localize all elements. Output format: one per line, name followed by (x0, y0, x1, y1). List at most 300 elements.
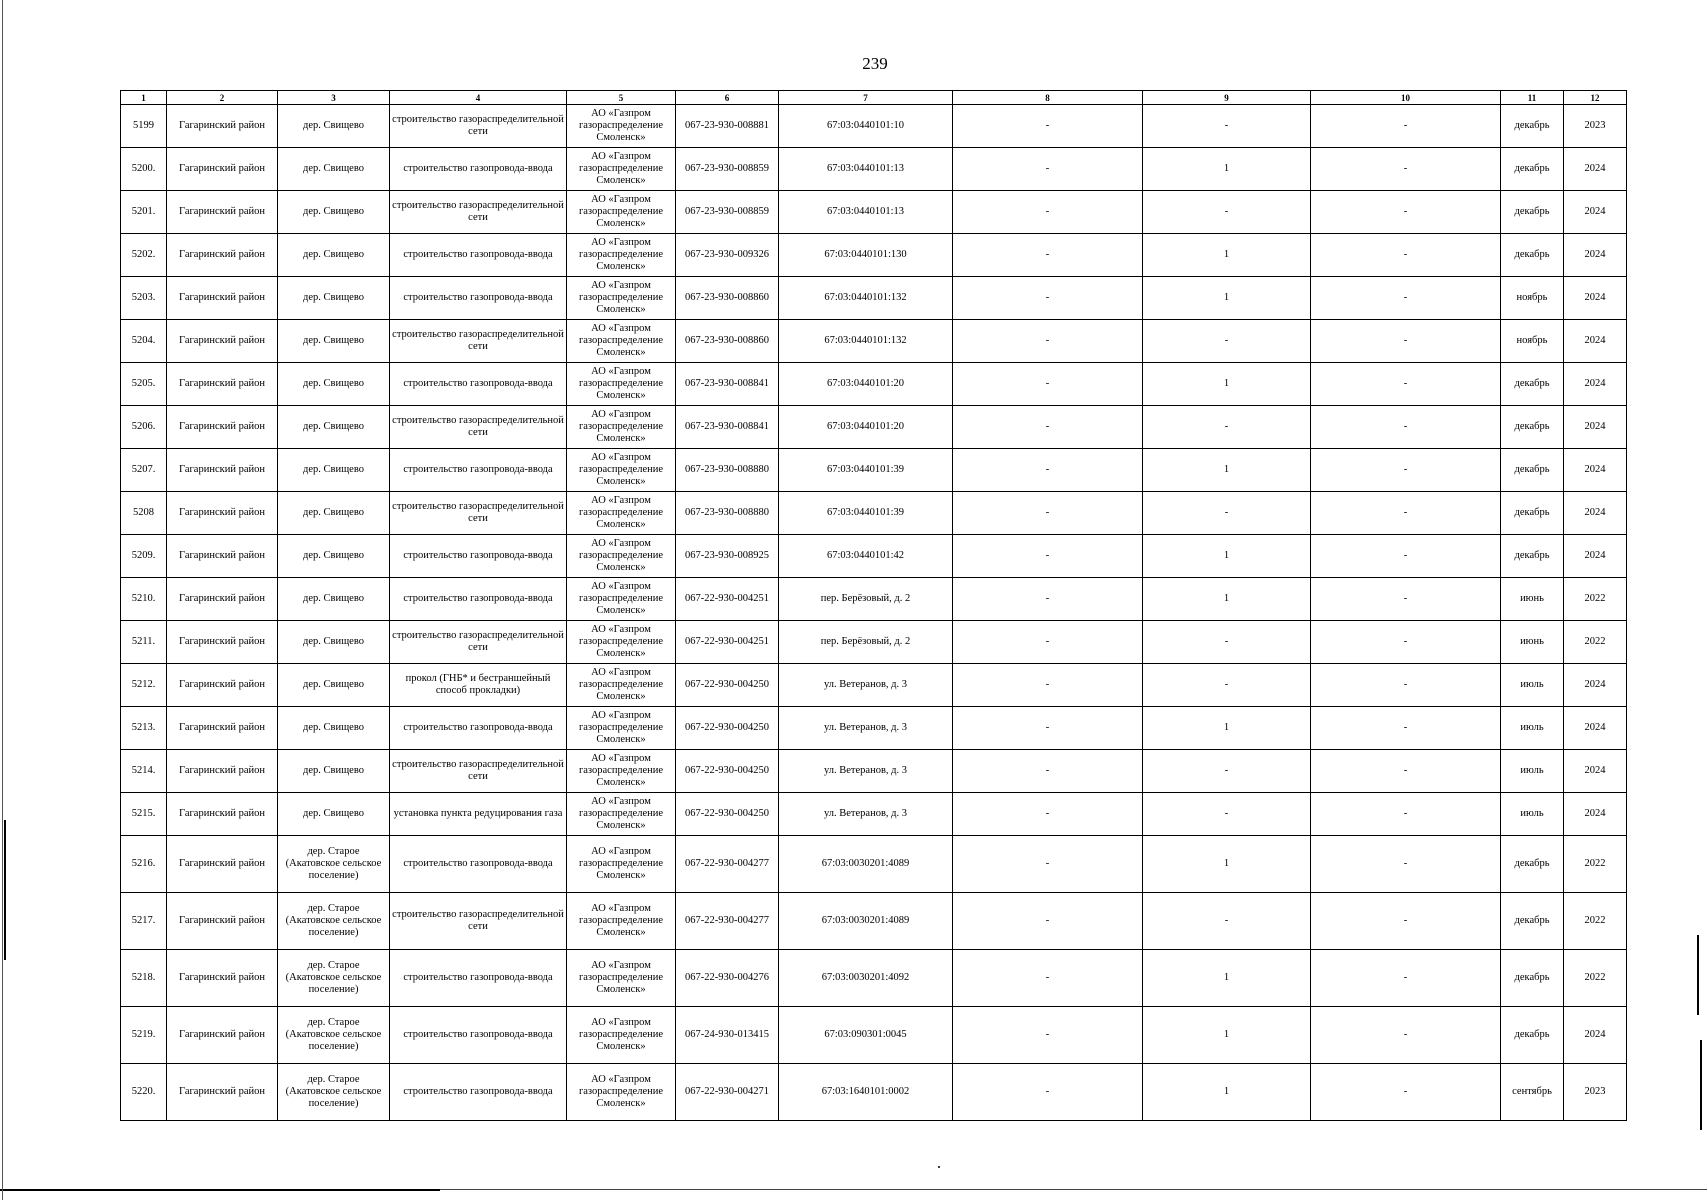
table-cell-col-6: 067-22-930-004271 (676, 1064, 779, 1121)
table-cell-col-3: дер. Свищево (278, 148, 390, 191)
table-cell-col-10: - (1311, 363, 1501, 406)
table-cell-col-7: 67:03:0030201:4089 (779, 893, 953, 950)
table-cell-col-11: декабрь (1501, 1007, 1564, 1064)
scan-left-mark (4, 820, 6, 960)
table-cell-col-7: пер. Берёзовый, д. 2 (779, 621, 953, 664)
table-cell-col-2: Гагаринский район (167, 148, 278, 191)
table-row (121, 664, 1627, 707)
table-cell-col-12: 2024 (1564, 406, 1627, 449)
table-cell-col-4: строительство газопровода-ввода (390, 1007, 567, 1064)
table-cell-col-1: 5199 (121, 105, 167, 148)
table-cell-col-7: ул. Ветеранов, д. 3 (779, 750, 953, 793)
table-cell-col-2: Гагаринский район (167, 578, 278, 621)
table-cell-col-1: 5202. (121, 234, 167, 277)
table-row (121, 234, 1627, 277)
table-cell-col-8: - (953, 406, 1143, 449)
table-cell-col-2: Гагаринский район (167, 1007, 278, 1064)
table-cell-col-10: - (1311, 320, 1501, 363)
table-cell-col-6: 067-23-930-008881 (676, 105, 779, 148)
table-cell-col-9: - (1143, 793, 1311, 836)
table-cell-col-12: 2024 (1564, 1007, 1627, 1064)
table-cell-col-6: 067-22-930-004250 (676, 750, 779, 793)
table-cell-col-5: АО «Газпром газораспределение Смоленск» (567, 105, 676, 148)
table-cell-col-12: 2024 (1564, 793, 1627, 836)
scan-bottom-rule (440, 1189, 1707, 1190)
table-cell-col-4: строительство газораспределительной сети (390, 105, 567, 148)
table-cell-col-11: декабрь (1501, 449, 1564, 492)
table-cell-col-1: 5211. (121, 621, 167, 664)
table-cell-col-12: 2024 (1564, 363, 1627, 406)
scan-left-edge (2, 0, 3, 1200)
table-cell-col-5: АО «Газпром газораспределение Смоленск» (567, 664, 676, 707)
table-cell-col-11: декабрь (1501, 191, 1564, 234)
table-cell-col-12: 2024 (1564, 277, 1627, 320)
col-header-7: 7 (779, 91, 953, 105)
table-cell-col-11: декабрь (1501, 234, 1564, 277)
table-cell-col-7: 67:03:0440101:42 (779, 535, 953, 578)
table-cell-col-6: 067-23-930-008841 (676, 406, 779, 449)
table-cell-col-3: дер. Старое (Акатовское сельское поселение) (278, 1007, 390, 1064)
table-cell-col-10: - (1311, 893, 1501, 950)
table-cell-col-8: - (953, 950, 1143, 1007)
table-cell-col-7: ул. Ветеранов, д. 3 (779, 793, 953, 836)
table-cell-col-4: строительство газопровода-ввода (390, 535, 567, 578)
table-cell-col-12: 2024 (1564, 320, 1627, 363)
table-cell-col-3: дер. Свищево (278, 363, 390, 406)
table-cell-col-5: АО «Газпром газораспределение Смоленск» (567, 750, 676, 793)
table-cell-col-7: 67:03:0440101:13 (779, 191, 953, 234)
table-cell-col-12: 2023 (1564, 1064, 1627, 1121)
table-cell-col-11: декабрь (1501, 836, 1564, 893)
table-cell-col-10: - (1311, 277, 1501, 320)
table-row (121, 320, 1627, 363)
table-cell-col-5: АО «Газпром газораспределение Смоленск» (567, 893, 676, 950)
table-cell-col-3: дер. Свищево (278, 793, 390, 836)
col-header-9: 9 (1143, 91, 1311, 105)
table-cell-col-5: АО «Газпром газораспределение Смоленск» (567, 793, 676, 836)
table-cell-col-7: 67:03:0030201:4089 (779, 836, 953, 893)
table-row (121, 621, 1627, 664)
table-cell-col-6: 067-22-930-004277 (676, 836, 779, 893)
table-cell-col-12: 2022 (1564, 578, 1627, 621)
table-cell-col-9: - (1143, 191, 1311, 234)
table-cell-col-9: - (1143, 320, 1311, 363)
table-cell-col-1: 5217. (121, 893, 167, 950)
table-cell-col-8: - (953, 893, 1143, 950)
table-cell-col-2: Гагаринский район (167, 105, 278, 148)
table-cell-col-12: 2024 (1564, 234, 1627, 277)
table-cell-col-2: Гагаринский район (167, 621, 278, 664)
table-cell-col-1: 5212. (121, 664, 167, 707)
table-cell-col-4: строительство газопровода-ввода (390, 234, 567, 277)
table-cell-col-5: АО «Газпром газораспределение Смоленск» (567, 836, 676, 893)
table-cell-col-9: - (1143, 105, 1311, 148)
table-cell-col-2: Гагаринский район (167, 277, 278, 320)
table-cell-col-11: июль (1501, 707, 1564, 750)
table-cell-col-1: 5205. (121, 363, 167, 406)
table-row (121, 707, 1627, 750)
table-cell-col-8: - (953, 1064, 1143, 1121)
table-cell-col-8: - (953, 105, 1143, 148)
table-cell-col-1: 5201. (121, 191, 167, 234)
table-cell-col-2: Гагаринский район (167, 191, 278, 234)
table-cell-col-6: 067-22-930-004277 (676, 893, 779, 950)
table-cell-col-1: 5213. (121, 707, 167, 750)
table-cell-col-4: строительство газораспределительной сети (390, 406, 567, 449)
table-cell-col-12: 2022 (1564, 836, 1627, 893)
header-row (121, 91, 1627, 105)
table-cell-col-10: - (1311, 621, 1501, 664)
table-cell-col-5: АО «Газпром газораспределение Смоленск» (567, 363, 676, 406)
table-cell-col-7: 67:03:0440101:10 (779, 105, 953, 148)
table-cell-col-1: 5214. (121, 750, 167, 793)
table-cell-col-10: - (1311, 535, 1501, 578)
table-cell-col-5: АО «Газпром газораспределение Смоленск» (567, 1064, 676, 1121)
table-cell-col-7: ул. Ветеранов, д. 3 (779, 707, 953, 750)
table-cell-col-5: АО «Газпром газораспределение Смоленск» (567, 449, 676, 492)
col-header-11: 11 (1501, 91, 1564, 105)
table-cell-col-10: - (1311, 664, 1501, 707)
table-cell-col-8: - (953, 750, 1143, 793)
table-cell-col-12: 2024 (1564, 664, 1627, 707)
table-cell-col-7: 67:03:0440101:130 (779, 234, 953, 277)
table-cell-col-7: 67:03:1640101:0002 (779, 1064, 953, 1121)
table-cell-col-2: Гагаринский район (167, 363, 278, 406)
table-cell-col-9: 1 (1143, 836, 1311, 893)
table-cell-col-10: - (1311, 191, 1501, 234)
table-cell-col-1: 5218. (121, 950, 167, 1007)
table-cell-col-10: - (1311, 234, 1501, 277)
table-cell-col-2: Гагаринский район (167, 406, 278, 449)
table-cell-col-2: Гагаринский район (167, 1064, 278, 1121)
table-cell-col-8: - (953, 664, 1143, 707)
table-cell-col-1: 5200. (121, 148, 167, 191)
table-cell-col-5: АО «Газпром газораспределение Смоленск» (567, 621, 676, 664)
table-cell-col-2: Гагаринский район (167, 492, 278, 535)
table-cell-col-9: - (1143, 664, 1311, 707)
table-cell-col-11: июль (1501, 664, 1564, 707)
table-cell-col-1: 5219. (121, 1007, 167, 1064)
table-cell-col-11: декабрь (1501, 950, 1564, 1007)
table-cell-col-6: 067-22-930-004250 (676, 793, 779, 836)
col-header-4: 4 (390, 91, 567, 105)
table-cell-col-3: дер. Свищево (278, 664, 390, 707)
table-cell-col-7: 67:03:0440101:20 (779, 406, 953, 449)
table-cell-col-3: дер. Старое (Акатовское сельское поселение) (278, 950, 390, 1007)
table-cell-col-2: Гагаринский район (167, 793, 278, 836)
table-cell-col-1: 5220. (121, 1064, 167, 1121)
table-cell-col-3: дер. Старое (Акатовское сельское поселение) (278, 1064, 390, 1121)
table-row (121, 793, 1627, 836)
table-cell-col-4: строительство газопровода-ввода (390, 1064, 567, 1121)
table-cell-col-3: дер. Свищево (278, 105, 390, 148)
table-cell-col-8: - (953, 320, 1143, 363)
table-cell-col-3: дер. Свищево (278, 621, 390, 664)
table-cell-col-5: АО «Газпром газораспределение Смоленск» (567, 492, 676, 535)
table-cell-col-1: 5208 (121, 492, 167, 535)
table-cell-col-1: 5204. (121, 320, 167, 363)
table-cell-col-10: - (1311, 578, 1501, 621)
table-cell-col-5: АО «Газпром газораспределение Смоленск» (567, 191, 676, 234)
table-cell-col-6: 067-23-930-008880 (676, 449, 779, 492)
table-cell-col-3: дер. Свищево (278, 320, 390, 363)
table-cell-col-12: 2024 (1564, 449, 1627, 492)
table-cell-col-5: АО «Газпром газораспределение Смоленск» (567, 234, 676, 277)
table-cell-col-4: установка пункта редуцирования газа (390, 793, 567, 836)
table-cell-col-11: декабрь (1501, 893, 1564, 950)
table-cell-col-3: дер. Свищево (278, 406, 390, 449)
col-header-3: 3 (278, 91, 390, 105)
table-cell-col-4: строительство газопровода-ввода (390, 363, 567, 406)
table-cell-col-10: - (1311, 1064, 1501, 1121)
table-cell-col-9: 1 (1143, 148, 1311, 191)
table-cell-col-12: 2022 (1564, 621, 1627, 664)
table-cell-col-4: строительство газопровода-ввода (390, 950, 567, 1007)
table-cell-col-7: 67:03:0030201:4092 (779, 950, 953, 1007)
table-cell-col-5: АО «Газпром газораспределение Смоленск» (567, 320, 676, 363)
table-cell-col-3: дер. Старое (Акатовское сельское поселение) (278, 893, 390, 950)
table-cell-col-1: 5209. (121, 535, 167, 578)
table-cell-col-3: дер. Свищево (278, 191, 390, 234)
table-cell-col-3: дер. Свищево (278, 578, 390, 621)
table-cell-col-9: 1 (1143, 578, 1311, 621)
table-cell-col-12: 2024 (1564, 148, 1627, 191)
col-header-8: 8 (953, 91, 1143, 105)
table-cell-col-5: АО «Газпром газораспределение Смоленск» (567, 406, 676, 449)
col-header-1: 1 (121, 91, 167, 105)
table-cell-col-9: - (1143, 621, 1311, 664)
table-cell-col-11: декабрь (1501, 363, 1564, 406)
scan-right-mark (1697, 935, 1699, 1015)
table-cell-col-8: - (953, 148, 1143, 191)
col-header-5: 5 (567, 91, 676, 105)
table-cell-col-9: 1 (1143, 363, 1311, 406)
table-cell-col-1: 5207. (121, 449, 167, 492)
table-cell-col-3: дер. Свищево (278, 234, 390, 277)
table-cell-col-10: - (1311, 492, 1501, 535)
col-header-12: 12 (1564, 91, 1627, 105)
table-cell-col-12: 2024 (1564, 492, 1627, 535)
table-cell-col-8: - (953, 363, 1143, 406)
table-cell-col-3: дер. Свищево (278, 707, 390, 750)
table-cell-col-6: 067-23-930-008859 (676, 191, 779, 234)
table-cell-col-12: 2024 (1564, 191, 1627, 234)
table-cell-col-3: дер. Свищево (278, 750, 390, 793)
table-cell-col-11: декабрь (1501, 406, 1564, 449)
table-cell-col-11: декабрь (1501, 148, 1564, 191)
table-cell-col-3: дер. Свищево (278, 492, 390, 535)
table-cell-col-11: декабрь (1501, 535, 1564, 578)
table-cell-col-5: АО «Газпром газораспределение Смоленск» (567, 950, 676, 1007)
table-cell-col-7: 67:03:0440101:132 (779, 320, 953, 363)
table-cell-col-2: Гагаринский район (167, 664, 278, 707)
table-cell-col-4: строительство газораспределительной сети (390, 750, 567, 793)
table-cell-col-1: 5206. (121, 406, 167, 449)
table-cell-col-12: 2022 (1564, 950, 1627, 1007)
table-cell-col-3: дер. Старое (Акатовское сельское поселение) (278, 836, 390, 893)
table-cell-col-9: 1 (1143, 1007, 1311, 1064)
table-cell-col-9: - (1143, 406, 1311, 449)
table-cell-col-4: строительство газопровода-ввода (390, 836, 567, 893)
table-cell-col-11: ноябрь (1501, 320, 1564, 363)
table-cell-col-4: строительство газопровода-ввода (390, 707, 567, 750)
table-cell-col-7: 67:03:090301:0045 (779, 1007, 953, 1064)
table-cell-col-2: Гагаринский район (167, 836, 278, 893)
table-cell-col-9: 1 (1143, 449, 1311, 492)
table-cell-col-2: Гагаринский район (167, 893, 278, 950)
table-cell-col-9: 1 (1143, 1064, 1311, 1121)
table-row (121, 277, 1627, 320)
table-cell-col-11: ноябрь (1501, 277, 1564, 320)
table-row (121, 1007, 1627, 1064)
table-cell-col-4: прокол (ГНБ* и бестраншейный способ прокладки) (390, 664, 567, 707)
table-cell-col-2: Гагаринский район (167, 449, 278, 492)
table-cell-col-7: 67:03:0440101:132 (779, 277, 953, 320)
table-cell-col-11: июль (1501, 750, 1564, 793)
table-cell-col-12: 2024 (1564, 707, 1627, 750)
table-cell-col-6: 067-23-930-009326 (676, 234, 779, 277)
table-cell-col-9: 1 (1143, 950, 1311, 1007)
table-cell-col-1: 5210. (121, 578, 167, 621)
table-cell-col-4: строительство газопровода-ввода (390, 277, 567, 320)
table-cell-col-1: 5215. (121, 793, 167, 836)
table-cell-col-10: - (1311, 836, 1501, 893)
col-header-6: 6 (676, 91, 779, 105)
table-row (121, 449, 1627, 492)
scan-right-mark (1700, 1040, 1702, 1130)
table-cell-col-1: 5203. (121, 277, 167, 320)
table-cell-col-9: 1 (1143, 234, 1311, 277)
table-cell-col-6: 067-24-930-013415 (676, 1007, 779, 1064)
table-cell-col-5: АО «Газпром газораспределение Смоленск» (567, 1007, 676, 1064)
table-row (121, 950, 1627, 1007)
table-cell-col-10: - (1311, 148, 1501, 191)
table-cell-col-6: 067-23-930-008880 (676, 492, 779, 535)
scan-speck (938, 1166, 940, 1168)
table-cell-col-7: 67:03:0440101:39 (779, 449, 953, 492)
table-cell-col-8: - (953, 836, 1143, 893)
table-cell-col-7: пер. Берёзовый, д. 2 (779, 578, 953, 621)
table-cell-col-8: - (953, 1007, 1143, 1064)
table-cell-col-9: 1 (1143, 277, 1311, 320)
table-row (121, 363, 1627, 406)
table-cell-col-8: - (953, 234, 1143, 277)
table-cell-col-9: - (1143, 750, 1311, 793)
table-cell-col-10: - (1311, 950, 1501, 1007)
table-cell-col-2: Гагаринский район (167, 535, 278, 578)
table-row (121, 148, 1627, 191)
table-cell-col-8: - (953, 492, 1143, 535)
table-cell-col-7: ул. Ветеранов, д. 3 (779, 664, 953, 707)
table-row (121, 105, 1627, 148)
table-cell-col-11: декабрь (1501, 492, 1564, 535)
table-cell-col-9: 1 (1143, 535, 1311, 578)
table-cell-col-5: АО «Газпром газораспределение Смоленск» (567, 148, 676, 191)
table-cell-col-7: 67:03:0440101:39 (779, 492, 953, 535)
table-row (121, 535, 1627, 578)
table-row (121, 492, 1627, 535)
table-cell-col-8: - (953, 578, 1143, 621)
table-cell-col-6: 067-22-930-004250 (676, 664, 779, 707)
table-cell-col-10: - (1311, 750, 1501, 793)
table-cell-col-6: 067-22-930-004251 (676, 621, 779, 664)
table-cell-col-6: 067-23-930-008859 (676, 148, 779, 191)
table-cell-col-11: июль (1501, 793, 1564, 836)
table-cell-col-1: 5216. (121, 836, 167, 893)
table-cell-col-6: 067-23-930-008841 (676, 363, 779, 406)
table-cell-col-8: - (953, 191, 1143, 234)
scan-bottom-rule (0, 1189, 440, 1191)
table-cell-col-8: - (953, 621, 1143, 664)
table-cell-col-9: - (1143, 492, 1311, 535)
table-cell-col-6: 067-23-930-008925 (676, 535, 779, 578)
table-cell-col-4: строительство газораспределительной сети (390, 893, 567, 950)
table-cell-col-6: 067-23-930-008860 (676, 277, 779, 320)
table-cell-col-3: дер. Свищево (278, 535, 390, 578)
table-cell-col-2: Гагаринский район (167, 750, 278, 793)
col-header-10: 10 (1311, 91, 1501, 105)
table-cell-col-11: июнь (1501, 621, 1564, 664)
table-cell-col-8: - (953, 277, 1143, 320)
table-cell-col-4: строительство газораспределительной сети (390, 492, 567, 535)
table-cell-col-8: - (953, 449, 1143, 492)
table-cell-col-4: строительство газопровода-ввода (390, 148, 567, 191)
table-row (121, 578, 1627, 621)
data-table (120, 90, 1627, 1121)
table-cell-col-12: 2024 (1564, 750, 1627, 793)
table-cell-col-12: 2022 (1564, 893, 1627, 950)
table-cell-col-6: 067-22-930-004250 (676, 707, 779, 750)
table-cell-col-12: 2023 (1564, 105, 1627, 148)
table-cell-col-9: 1 (1143, 707, 1311, 750)
table-cell-col-7: 67:03:0440101:20 (779, 363, 953, 406)
table-cell-col-4: строительство газопровода-ввода (390, 578, 567, 621)
table-row (121, 836, 1627, 893)
table-row (121, 1064, 1627, 1121)
table-cell-col-6: 067-22-930-004251 (676, 578, 779, 621)
table-cell-col-2: Гагаринский район (167, 320, 278, 363)
table-cell-col-10: - (1311, 793, 1501, 836)
table-cell-col-11: декабрь (1501, 105, 1564, 148)
table-cell-col-10: - (1311, 1007, 1501, 1064)
table-cell-col-3: дер. Свищево (278, 449, 390, 492)
table-cell-col-8: - (953, 707, 1143, 750)
table-row (121, 750, 1627, 793)
table-cell-col-12: 2024 (1564, 535, 1627, 578)
table-row (121, 893, 1627, 950)
table-cell-col-5: АО «Газпром газораспределение Смоленск» (567, 277, 676, 320)
table-cell-col-10: - (1311, 449, 1501, 492)
table-cell-col-5: АО «Газпром газораспределение Смоленск» (567, 578, 676, 621)
table-cell-col-4: строительство газораспределительной сети (390, 191, 567, 234)
table-cell-col-3: дер. Свищево (278, 277, 390, 320)
table-row (121, 406, 1627, 449)
table-cell-col-8: - (953, 535, 1143, 578)
table-body (121, 105, 1627, 1121)
table-cell-col-11: сентябрь (1501, 1064, 1564, 1121)
table-cell-col-7: 67:03:0440101:13 (779, 148, 953, 191)
table-cell-col-5: АО «Газпром газораспределение Смоленск» (567, 535, 676, 578)
table-cell-col-4: строительство газопровода-ввода (390, 449, 567, 492)
table-cell-col-5: АО «Газпром газораспределение Смоленск» (567, 707, 676, 750)
table-cell-col-10: - (1311, 105, 1501, 148)
table-cell-col-2: Гагаринский район (167, 707, 278, 750)
table-cell-col-6: 067-23-930-008860 (676, 320, 779, 363)
table-cell-col-9: - (1143, 893, 1311, 950)
table-row (121, 191, 1627, 234)
page-number: 239 (862, 54, 888, 73)
table-cell-col-2: Гагаринский район (167, 950, 278, 1007)
